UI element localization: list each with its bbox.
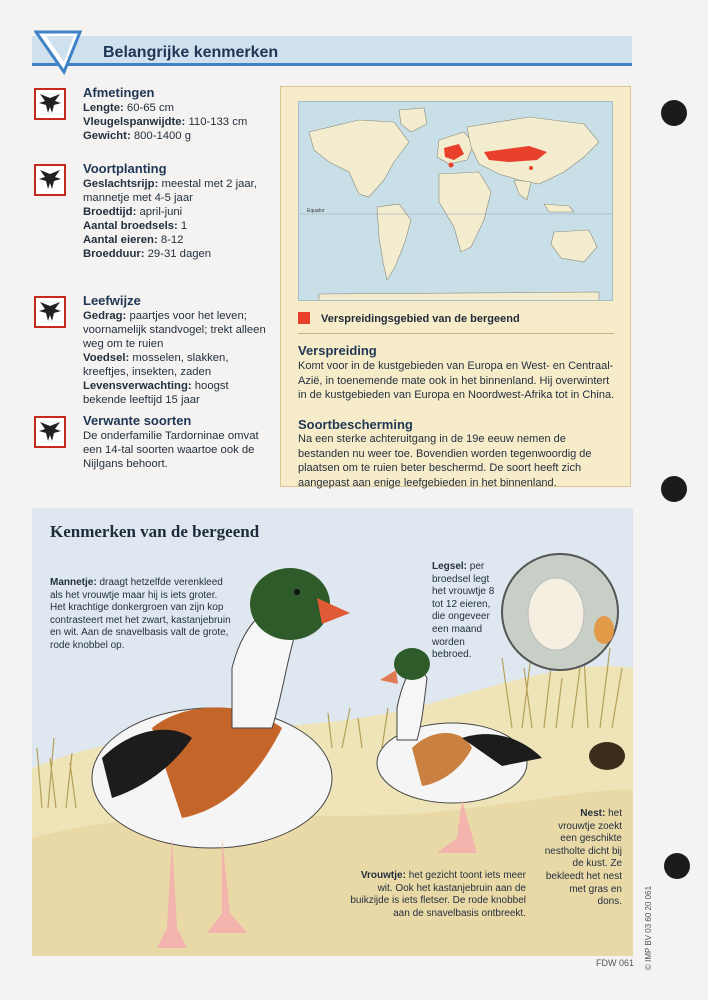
section-title: Afmetingen (83, 85, 155, 100)
illustration-panel (32, 508, 633, 956)
distribution-panel (280, 86, 631, 487)
section-leefwijze (34, 294, 274, 407)
illustration-title: Kenmerken van de bergeend (50, 522, 260, 541)
punch-hole (661, 100, 687, 126)
section-title: Voortplanting (83, 161, 167, 176)
world-map-graphic (299, 102, 613, 301)
duck-illustration (32, 508, 633, 956)
divider (298, 333, 614, 334)
annotation-legsel: Legsel: per broedsel legt het vrouwtje 8 tot 12 eieren, die ongeveer een maand worden bebroed. (432, 561, 495, 661)
verspreiding-text: Komt voor in de kustgebieden van Europa en West- en Centraal-Azië, in toenemende mate ook in het binnenland. Hij overwintert in de kustgebieden van Europa en Noordwest-Afrika tot in China. (298, 360, 615, 402)
annotation-nest: Nest: het vrouwtje zoekt een geschikte nestholte dicht bij de kust. Ze bekleedt het nest met gras en dons. (544, 808, 622, 908)
soortbescherming-text: Na een sterke achteruitgang in de 19e eeuw nemen de bestanden nu weer toe. Bovendien worden tegenwoordig de plaatsen om te ruien beter beschermd. De soort heeft zich aangepast aan enige leefgebieden in het binnenland. (298, 433, 592, 489)
verspreiding-title: Verspreiding (298, 343, 377, 358)
legend-label: Verspreidingsgebied van de bergeend (321, 313, 520, 325)
data-row: Voedsel: mosselen, slakken, kreeftjes, insekten, zaden (83, 352, 229, 378)
bird-icon (34, 416, 66, 448)
legend-swatch (298, 312, 310, 324)
copyright-text: © IMP BV 03 60 20 061 (644, 885, 653, 970)
page-title: Belangrijke kenmerken (103, 44, 279, 61)
data-row: Geslachtsrijp: meestal met 2 jaar, mannetje met 4-5 jaar (83, 178, 257, 204)
section-title: Verwante soorten (83, 413, 192, 428)
bird-icon (34, 164, 66, 196)
bird-icon (34, 88, 66, 120)
section-voortplanting (34, 162, 274, 261)
punch-hole (661, 476, 687, 502)
data-row: Lengte: 60-65 cm (83, 102, 175, 114)
data-row: Aantal eieren: 8-12 (83, 234, 184, 246)
data-row: Vleugelspanwijdte: 110-133 cm (83, 116, 248, 128)
annotation-mannetje: Mannetje: draagt hetzelfde verenkleed als het vrouwtje maar hij is iets groter. Het krachtige donkergroen van zijn kop contrasteert met het zwart, kastanjebruin en wit. Aan de snavelbasis valt de grote, rode knobbel op. (50, 577, 231, 651)
bird-icon (34, 296, 66, 328)
section-title: Leefwijze (83, 293, 141, 308)
annotation-vrouwtje: Vrouwtje: het gezicht toont iets meer wit. Ook het kastanjebruin aan de buikzijde is iets fletser. De rode knobbel aan de snavelbasis ontbreekt. (350, 870, 526, 919)
soortbescherming-title: Soortbescherming (298, 417, 413, 432)
data-row: Broedtijd: april-juni (83, 206, 183, 218)
header-corner-graphic (34, 28, 84, 78)
data-row: Aantal broedsels: 1 (83, 220, 188, 232)
world-map (298, 101, 613, 301)
data-row: Broedduur: 29-31 dagen (83, 248, 212, 260)
punch-hole (664, 853, 690, 879)
data-row: Gedrag: paartjes voor het leven; voornamelijk standvogel; trekt alleen weg om te ruien (83, 310, 266, 350)
section-text: De onderfamilie Tardorninae omvat een 14-tal soorten waartoe ook de Nijlgans behoort. (83, 430, 259, 470)
equator-label: Equator (307, 208, 325, 214)
section-afmetingen (34, 86, 274, 143)
data-row: Levensverwachting: hoogst bekende leeftijd 15 jaar (83, 380, 229, 406)
footer-code: FDW 061 (596, 958, 635, 968)
data-row: Gewicht: 800-1400 g (83, 130, 192, 142)
section-verwante-soorten (34, 414, 274, 471)
